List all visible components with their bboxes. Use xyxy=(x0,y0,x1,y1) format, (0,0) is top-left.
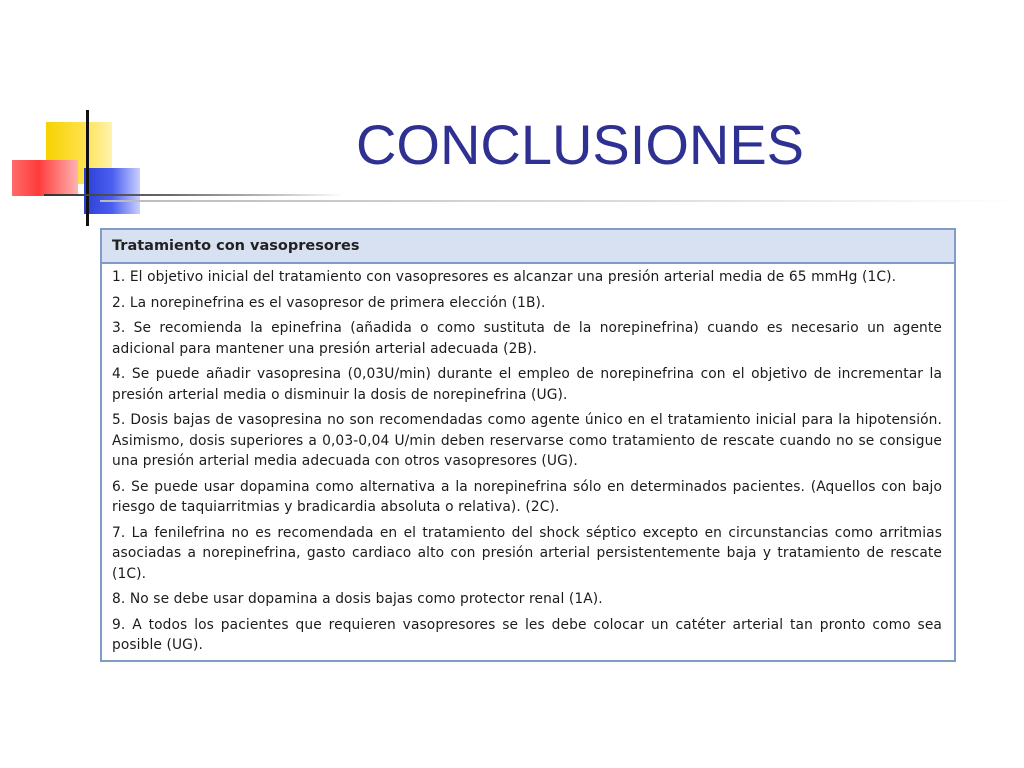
ornament-vertical-line xyxy=(86,110,89,226)
ornament-horizontal-line xyxy=(44,194,344,196)
recommendation-item: 8. No se debe usar dopamina a dosis bajas como protector renal (1A). xyxy=(112,591,603,607)
table-body xyxy=(102,264,954,660)
recommendations-table xyxy=(100,228,956,662)
recommendation-item: 3. Se recomienda la epinefrina (añadida o como sustituta de la norepinefrina) cuando es necesario un agente adicional para mantener una presión arterial adecuada (2B). xyxy=(112,320,942,357)
ornament-blue-square xyxy=(84,168,140,214)
recommendation-item: 6. Se puede usar dopamina como alternativa a la norepinefrina sólo en determinados pacientes. (Aquellos con bajo riesgo de taquiarritmias y bradicardia absoluta o relativa). (2C). xyxy=(112,478,942,515)
recommendation-item: 4. Se puede añadir vasopresina (0,03U/min) durante el empleo de norepinefrina con el objetivo de incrementar la presión arterial media o disminuir la dosis de norepinefrina (UG). xyxy=(112,366,942,403)
recommendation-item: 5. Dosis bajas de vasopresina no son recomendadas como agente único en el tratamiento inicial para la hipotensión. Asimismo, dosis superiores a 0,03-0,04 U/min deben reservarse como tratamiento de rescate cuando no se consigue una presión arterial media adecuada con otros vasopresores (UG). xyxy=(112,412,942,469)
table-header: Tratamiento con vasopresores xyxy=(102,230,954,264)
recommendation-item: 7. La fenilefrina no es recomendada en el tratamiento del shock séptico excepto en circunstancias como arritmias asociadas a norepinefrina, gasto cardiaco alto con presión arterial persistentemente baja y tratamiento de rescate (1C). xyxy=(112,524,942,582)
corner-ornament xyxy=(0,0,220,240)
ornament-red-square xyxy=(12,160,78,196)
title-underline xyxy=(100,200,1024,202)
slide-title: CONCLUSIONES xyxy=(355,113,805,176)
recommendation-item: 1. El objetivo inicial del tratamiento con vasopresores es alcanzar una presión arterial media de 65 mmHg (1C). xyxy=(112,269,897,285)
recommendation-item: 2. La norepinefrina es el vasopresor de primera elección (1B). xyxy=(112,294,546,311)
recommendation-item: 9. A todos los pacientes que requieren vasopresores se les debe colocar un catéter arterial tan pronto como sea posible (UG). xyxy=(112,616,942,653)
